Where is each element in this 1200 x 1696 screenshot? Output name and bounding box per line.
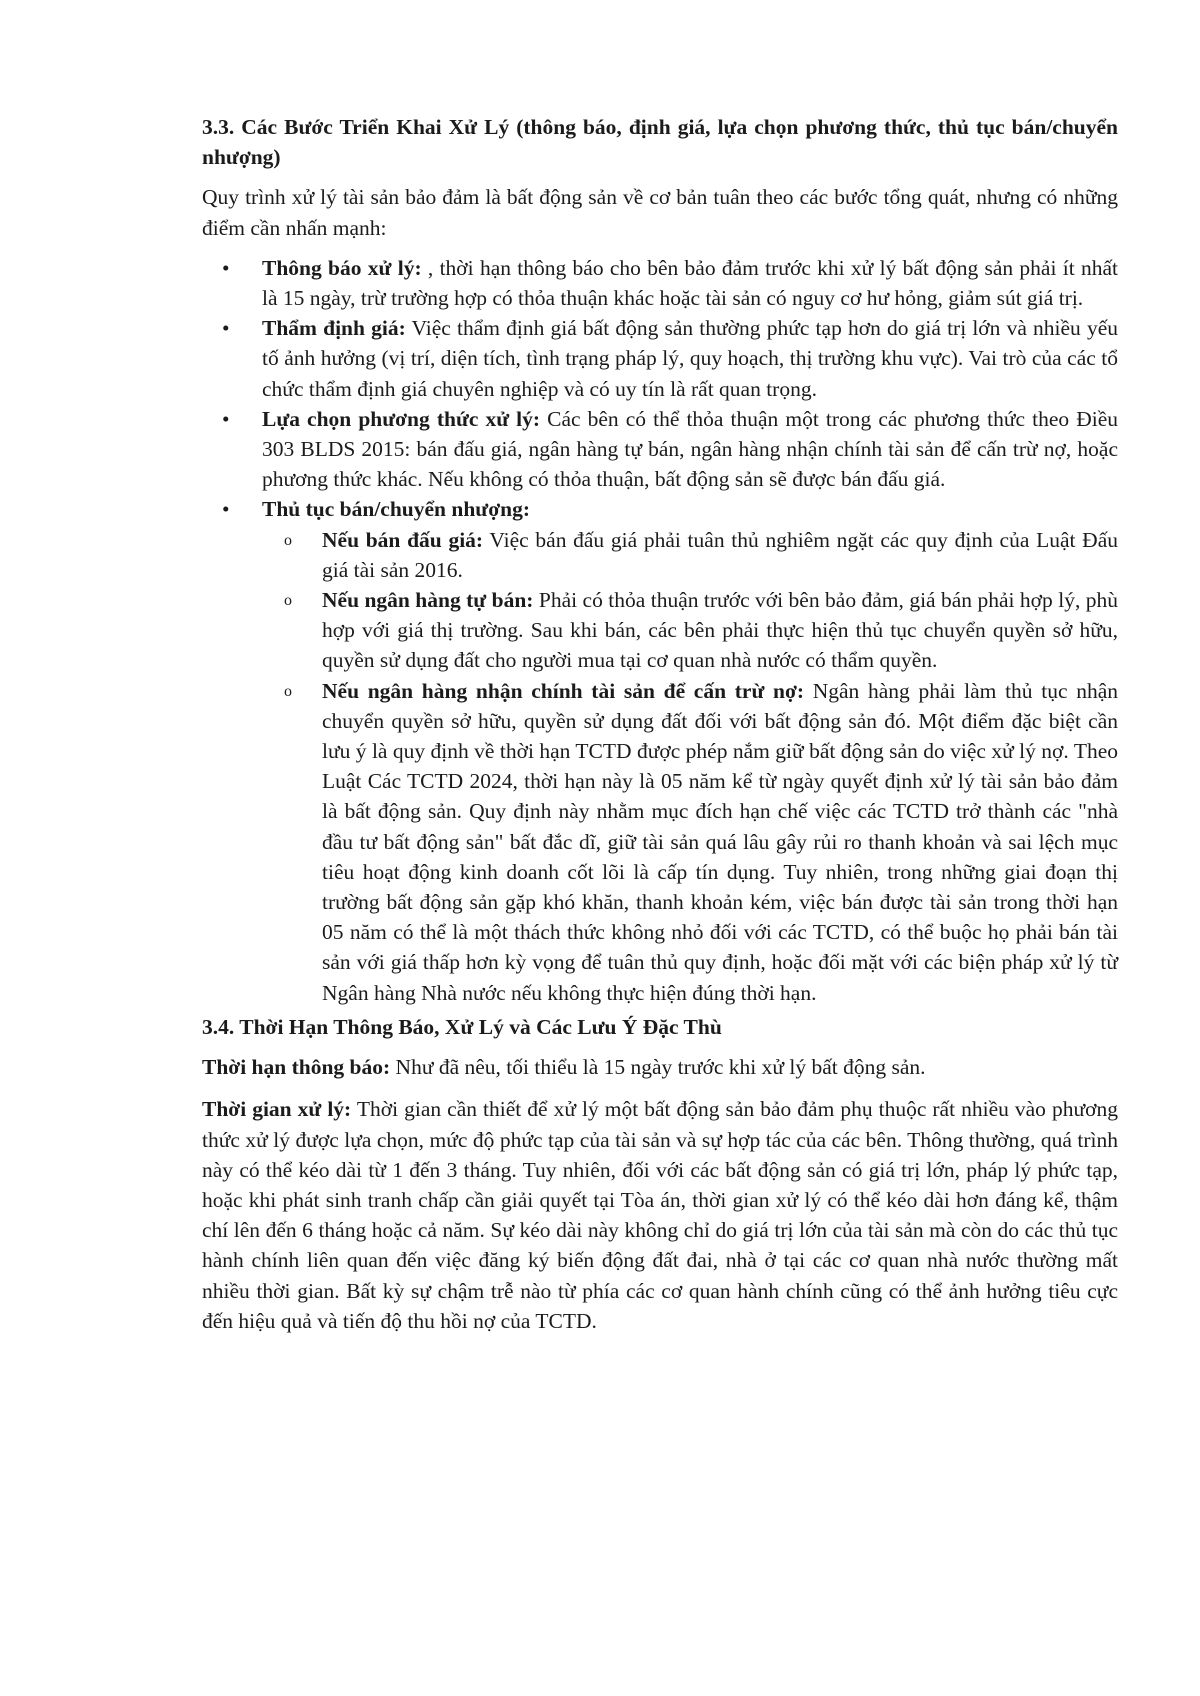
document-page: [202, 112, 1118, 1346]
sub-list-item-text: Ngân hàng phải làm thủ tục nhận chuyển quyền sở hữu, quyền sử dụng đất đối với bất động sản đó. Một điểm đặc biệt cần lưu ý là quy định về thời hạn TCTD được phép nắm giữ bất động sản do việc xử lý nợ. Theo Luật Các TCTD 2024, thời hạn này là 05 năm kể từ ngày quyết định xử lý tài sản bảo đảm là bất động sản. Quy định này nhằm mục đích hạn chế việc các TCTD trở thành các "nhà đầu tư bất động sản" bất đắc dĩ, giữ tài sản quá lâu gây rủi ro thanh khoản và sai lệch mục tiêu hoạt động kinh doanh cốt lõi là cấp tín dụng. Tuy nhiên, trong những giai đoạn thị trường bất động sản gặp khó khăn, thanh khoản kém, việc bán được tài sản trong thời hạn 05 năm có thể là một thách thức không nhỏ đối với các TCTD, có thể buộc họ phải bán tài sản với giá thấp hơn kỳ vọng để tuân thủ quy định, hoặc đối mặt với các biện pháp xử lý từ Ngân hàng Nhà nước nếu không thực hiện đúng thời hạn.: [322, 678, 1118, 1005]
bullet-marker: •: [222, 255, 230, 280]
sub-list-item: [262, 676, 1118, 1008]
sub-list-item: [262, 525, 1118, 585]
list-item-label: Thủ tục bán/chuyển nhượng:: [262, 497, 530, 522]
list-item-text: Các bên có thể thỏa thuận một trong các phương thức theo Điều 303 BLDS 2015: bán đấu giá, ngân hàng tự bán, ngân hàng nhận chính tài sản để cấn trừ nợ, hoặc phương thức khác. Nếu không có thỏa thuận, bất động sản sẽ được bán đấu giá.: [262, 406, 1118, 492]
list-item-text: Việc thẩm định giá bất động sản thường phức tạp hơn do giá trị lớn và nhiều yếu tố ảnh hưởng (vị trí, diện tích, tình trạng pháp lý, quy hoạch, thị trường khu vực). Vai trò của các tổ chức thẩm định giá chuyên nghiệp và có uy tín là rất quan trọng.: [262, 316, 1118, 401]
list-item: [202, 494, 1118, 1007]
list-item: [202, 313, 1118, 404]
sub-list-item-text: Phải có thỏa thuận trước với bên bảo đảm, giá bán phải hợp lý, phù hợp với giá thị trường. Sau khi bán, các bên phải thực hiện thủ tục chuyển quyền sở hữu, quyền sử dụng đất cho người mua tại cơ quan nhà nước có thẩm quyền.: [322, 588, 1119, 673]
sub-list-item-label: Nếu ngân hàng tự bán:: [322, 588, 534, 613]
sub-bullet-marker: o: [284, 592, 292, 610]
bullet-list: [202, 253, 1118, 1008]
sub-list-item-text: Việc bán đấu giá phải tuân thủ nghiêm ngặt các quy định của Luật Đấu giá tài sản 2016.: [322, 527, 1118, 582]
list-item: [202, 253, 1118, 313]
list-item-text: , thời hạn thông báo cho bên bảo đảm trước khi xử lý bất động sản phải ít nhất là 15 ngày, trừ trường hợp có thỏa thuận khác hoặc tài sản có nguy cơ hư hỏng, giảm sút giá trị.: [262, 255, 1118, 311]
list-item-label: Thông báo xử lý:: [262, 255, 422, 280]
list-item: [202, 404, 1118, 495]
bullet-marker: •: [222, 497, 230, 522]
sub-bullet-marker: o: [284, 682, 292, 700]
list-item-label: Thẩm định giá:: [262, 316, 406, 341]
section-heading-3-3: 3.3. Các Bước Triển Khai Xử Lý (thông báo, định giá, lựa chọn phương thức, thủ tục bán/chuyển nhượng): [202, 115, 1118, 170]
sub-list-item-label: Nếu ngân hàng nhận chính tài sản để cấn trừ nợ:: [322, 678, 805, 703]
notice-period-label: Thời hạn thông báo:: [202, 1055, 391, 1080]
bullet-marker: •: [222, 406, 230, 431]
sub-bullet-list: [262, 525, 1118, 1008]
notice-period-paragraph: [202, 1052, 1118, 1082]
processing-time-text: Thời gian cần thiết để xử lý một bất động sản bảo đảm phụ thuộc rất nhiều vào phương thức xử lý được lựa chọn, mức độ phức tạp của tài sản và sự hợp tác của các bên. Thông thường, quá trình này có thể kéo dài từ 1 đến 3 tháng. Tuy nhiên, đối với các bất động sản có giá trị lớn, pháp lý phức tạp, hoặc khi phát sinh tranh chấp cần giải quyết tại Tòa án, thời gian xử lý có thể kéo dài hơn đáng kể, thậm chí lên đến 6 tháng hoặc cả năm. Sự kéo dài này không chỉ do giá trị lớn của tài sản mà còn do các thủ tục hành chính liên quan đến việc đăng ký biến động đất đai, nhà ở tại các cơ quan nhà nước thường mất nhiều thời gian. Bất kỳ sự chậm trễ nào từ phía các cơ quan hành chính cũng có thể ảnh hưởng tiêu cực đến hiệu quả và tiến độ thu hồi nợ của TCTD.: [202, 1097, 1118, 1333]
list-item-label: Lựa chọn phương thức xử lý:: [262, 406, 541, 431]
bullet-marker: •: [222, 316, 230, 341]
sub-list-item-label: Nếu bán đấu giá:: [322, 527, 484, 552]
sub-bullet-marker: o: [284, 531, 292, 549]
processing-time-label: Thời gian xử lý:: [202, 1097, 352, 1122]
section-heading-3-4: 3.4. Thời Hạn Thông Báo, Xử Lý và Các Lưu Ý Đặc Thù: [202, 1014, 722, 1039]
section-intro: Quy trình xử lý tài sản bảo đảm là bất động sản về cơ bản tuân theo các bước tổng quát, nhưng có những điểm cần nhấn mạnh:: [202, 185, 1118, 240]
processing-time-paragraph: [202, 1094, 1118, 1336]
notice-period-text: Như đã nêu, tối thiểu là 15 ngày trước khi xử lý bất động sản.: [390, 1055, 926, 1080]
sub-list-item: [262, 585, 1118, 676]
